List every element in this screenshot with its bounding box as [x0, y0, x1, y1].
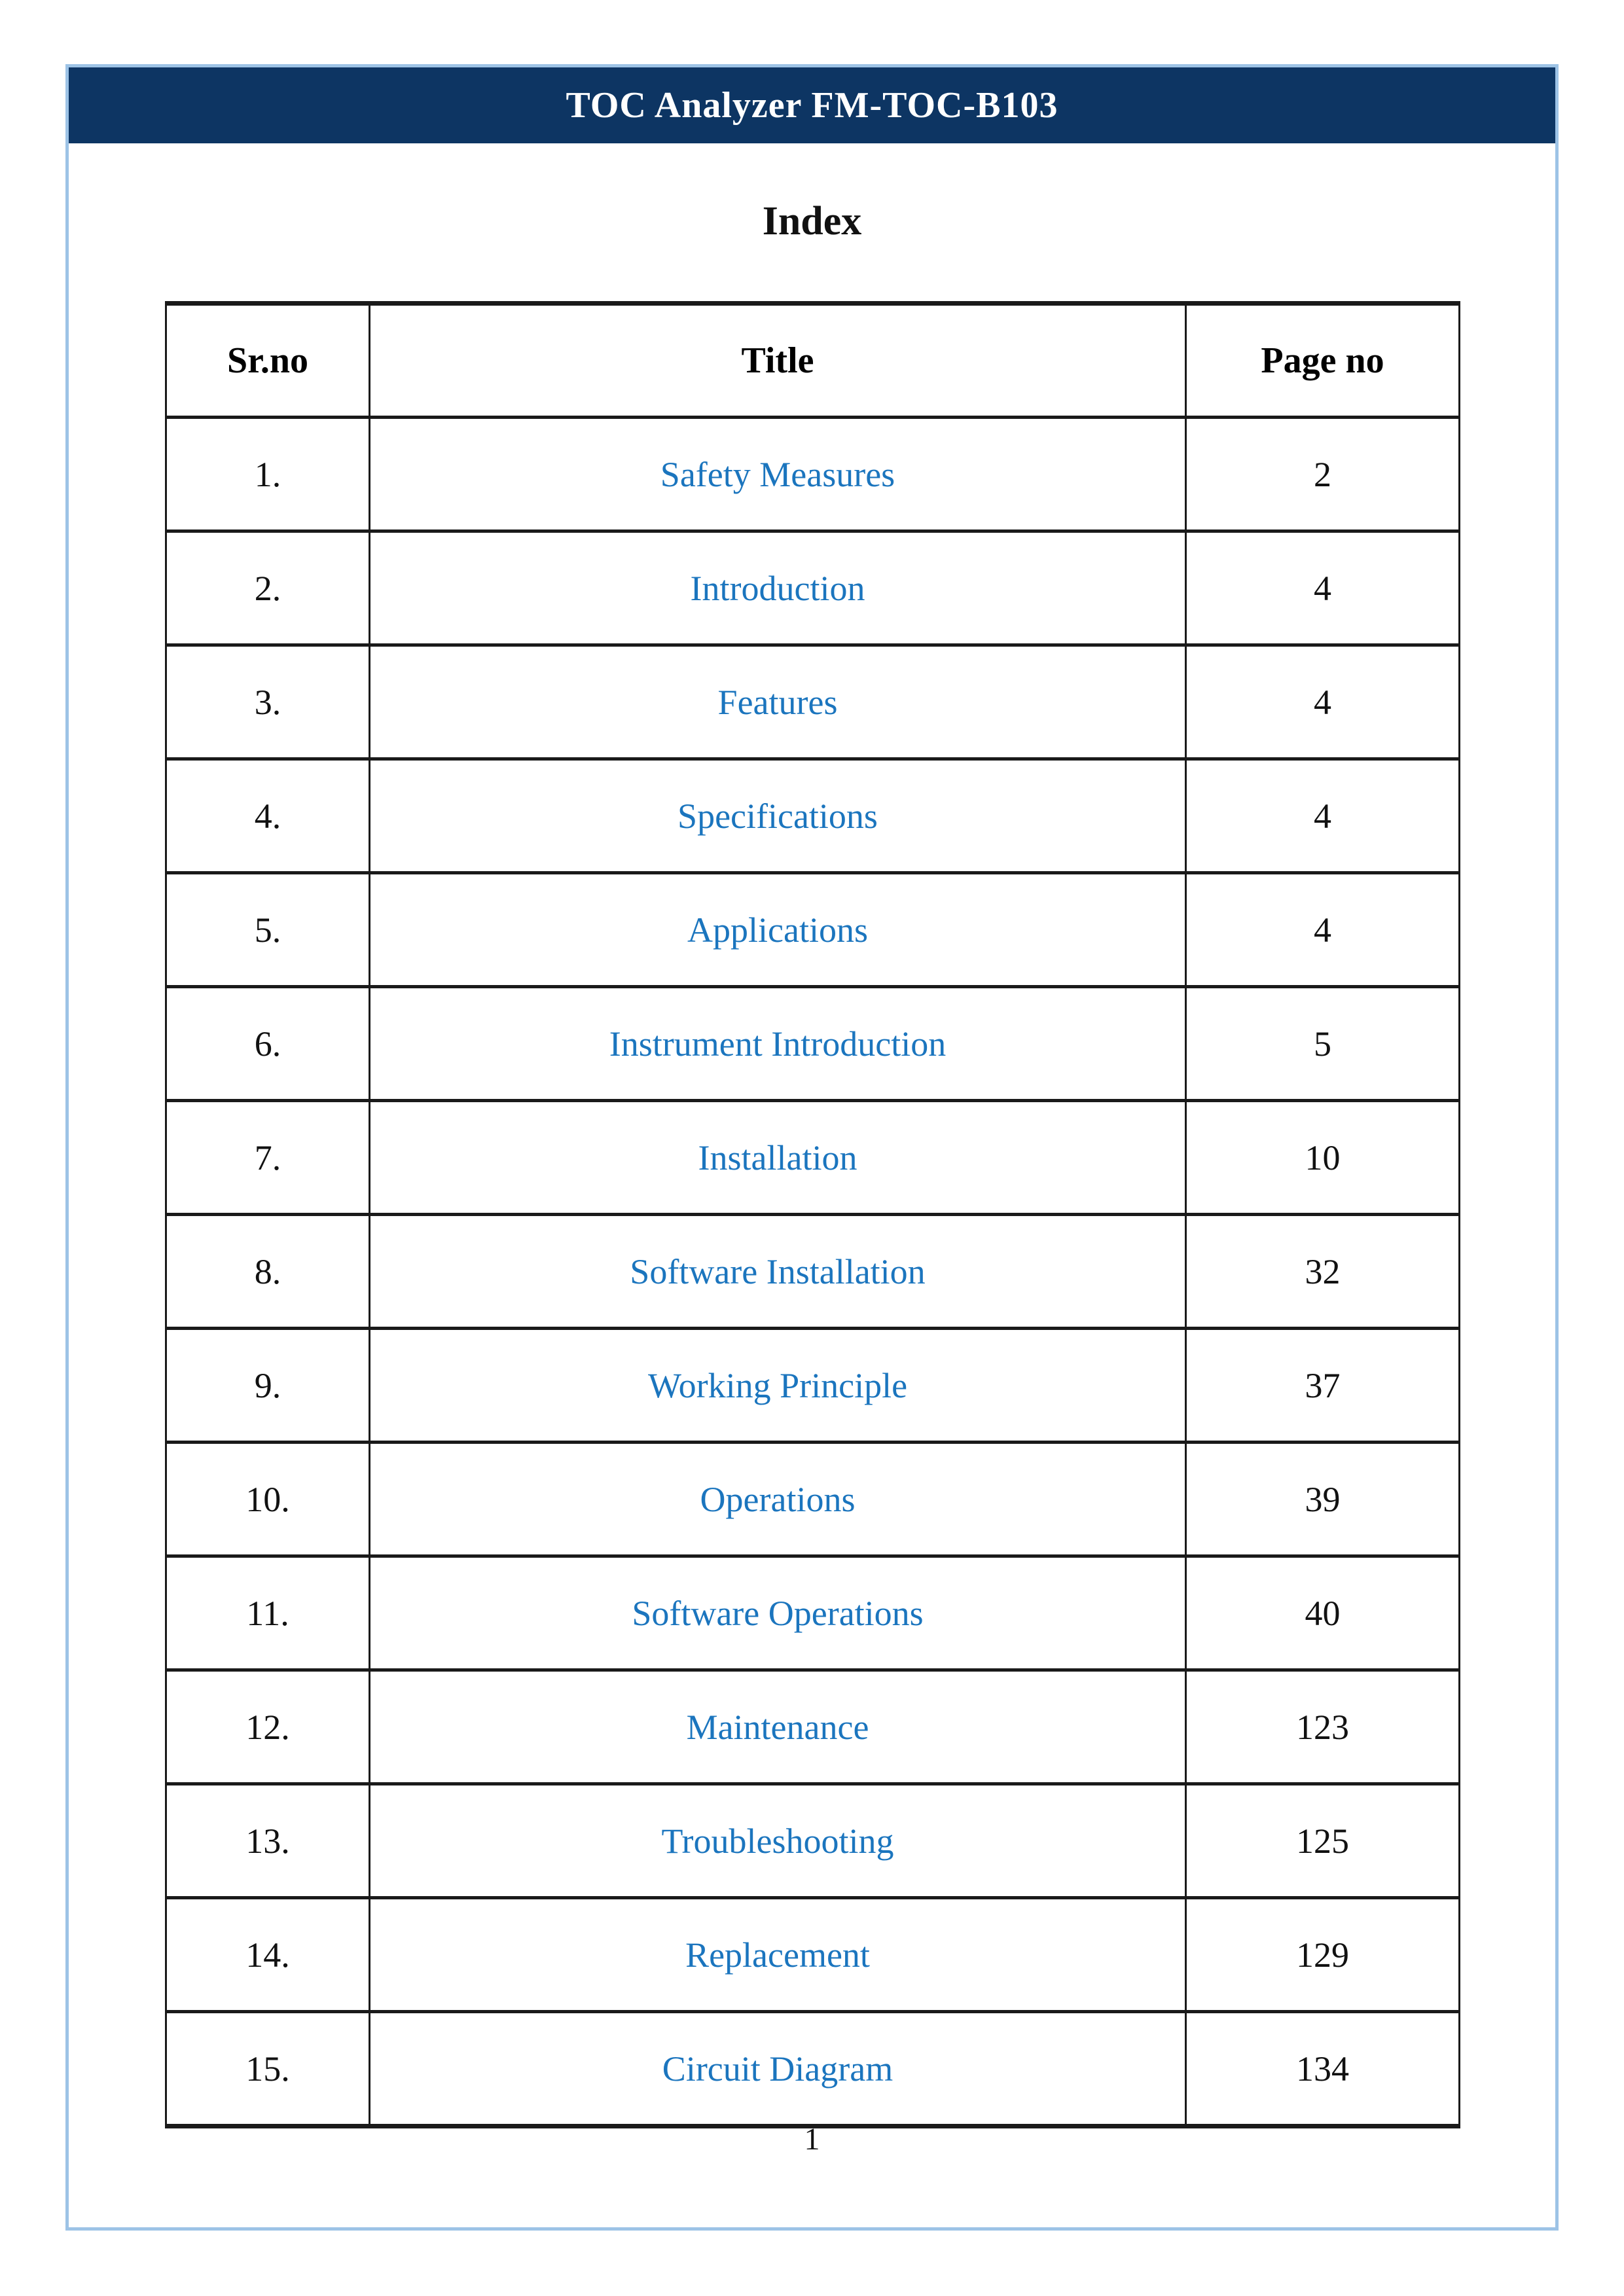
- sr-cell: 3.: [166, 645, 370, 759]
- sr-cell: 2.: [166, 531, 370, 645]
- title-cell[interactable]: Applications: [370, 873, 1186, 987]
- sr-cell: 13.: [166, 1784, 370, 1898]
- sr-cell: 11.: [166, 1556, 370, 1670]
- document-header-band: [69, 67, 1555, 143]
- sr-cell: 1.: [166, 418, 370, 531]
- page-cell: 32: [1186, 1215, 1460, 1329]
- table-header-row: [166, 304, 1460, 418]
- table-row: [166, 1215, 1460, 1329]
- document-title: TOC Analyzer FM-TOC-B103: [566, 85, 1058, 126]
- sr-cell: 14.: [166, 1898, 370, 2012]
- page-cell: 37: [1186, 1329, 1460, 1443]
- title-cell[interactable]: Instrument Introduction: [370, 987, 1186, 1101]
- title-cell[interactable]: Introduction: [370, 531, 1186, 645]
- table-row: [166, 1101, 1460, 1215]
- page-cell: 123: [1186, 1670, 1460, 1784]
- title-cell[interactable]: Maintenance: [370, 1670, 1186, 1784]
- page-cell: 40: [1186, 1556, 1460, 1670]
- page-cell: 129: [1186, 1898, 1460, 2012]
- table-row: [166, 1670, 1460, 1784]
- page-cell: 134: [1186, 2012, 1460, 2126]
- table-row: [166, 759, 1460, 873]
- table-row: [166, 2012, 1460, 2126]
- title-cell[interactable]: Replacement: [370, 1898, 1186, 2012]
- table-row: [166, 873, 1460, 987]
- index-table: [165, 301, 1460, 2128]
- title-cell[interactable]: Troubleshooting: [370, 1784, 1186, 1898]
- page-cell: 4: [1186, 531, 1460, 645]
- title-cell[interactable]: Circuit Diagram: [370, 2012, 1186, 2126]
- footer-page-number: 1: [804, 2122, 820, 2157]
- table-row: [166, 1784, 1460, 1898]
- page-frame: [65, 64, 1559, 2231]
- page-cell: 39: [1186, 1443, 1460, 1556]
- title-cell[interactable]: Working Principle: [370, 1329, 1186, 1443]
- page-cell: 4: [1186, 759, 1460, 873]
- sr-cell: 12.: [166, 1670, 370, 1784]
- column-header-pageno: Page no: [1186, 304, 1460, 418]
- table-row: [166, 1443, 1460, 1556]
- column-header-title: Title: [370, 304, 1186, 418]
- table-row: [166, 1329, 1460, 1443]
- sr-cell: 9.: [166, 1329, 370, 1443]
- table-row: [166, 1898, 1460, 2012]
- table-row: [166, 645, 1460, 759]
- title-cell[interactable]: Installation: [370, 1101, 1186, 1215]
- index-heading: Index: [762, 199, 862, 243]
- title-cell[interactable]: Safety Measures: [370, 418, 1186, 531]
- page-cell: 10: [1186, 1101, 1460, 1215]
- page-cell: 2: [1186, 418, 1460, 531]
- sr-cell: 4.: [166, 759, 370, 873]
- page-cell: 5: [1186, 987, 1460, 1101]
- sr-cell: 8.: [166, 1215, 370, 1329]
- page-cell: 4: [1186, 873, 1460, 987]
- sr-cell: 5.: [166, 873, 370, 987]
- table-row: [166, 418, 1460, 531]
- title-cell[interactable]: Specifications: [370, 759, 1186, 873]
- page-cell: 125: [1186, 1784, 1460, 1898]
- title-cell[interactable]: Software Operations: [370, 1556, 1186, 1670]
- column-header-srno: Sr.no: [166, 304, 370, 418]
- title-cell[interactable]: Software Installation: [370, 1215, 1186, 1329]
- table-row: [166, 987, 1460, 1101]
- title-cell[interactable]: Features: [370, 645, 1186, 759]
- sr-cell: 10.: [166, 1443, 370, 1556]
- sr-cell: 6.: [166, 987, 370, 1101]
- sr-cell: 15.: [166, 2012, 370, 2126]
- title-cell[interactable]: Operations: [370, 1443, 1186, 1556]
- table-row: [166, 531, 1460, 645]
- sr-cell: 7.: [166, 1101, 370, 1215]
- page-cell: 4: [1186, 645, 1460, 759]
- table-row: [166, 1556, 1460, 1670]
